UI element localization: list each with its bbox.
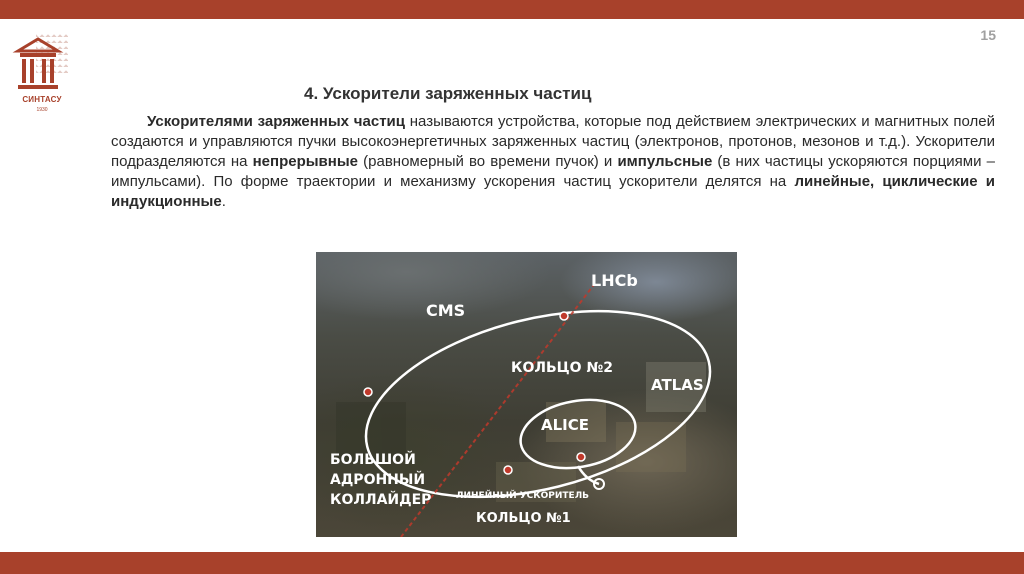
term-continuous: непрерывные: [252, 153, 358, 170]
logo-subcaption: 1930: [36, 107, 48, 113]
ring1-marker: [504, 466, 512, 474]
body-text-4: .: [221, 193, 226, 210]
body-paragraph: [111, 112, 995, 212]
logo-building-icon: [12, 29, 72, 95]
term-types: линейные, циклические и индукционные: [111, 173, 995, 210]
body-text-2: (равномерный во времени пучок) и: [357, 153, 618, 170]
label-big-1: БОЛЬШОЙ: [330, 452, 416, 468]
label-big-2: АДРОННЫЙ: [330, 472, 426, 488]
label-atlas: ATLAS: [651, 376, 704, 394]
university-logo: [12, 29, 72, 121]
top-accent-bar: [0, 0, 1024, 19]
body-text-1: называются устройства, которые под действием электрических и магнитных полей создаются и управляются пучки высокоэнергетичных заряженных частиц (электронов, протонов, мезонов и т.д.). Ускорители подразделяются на: [111, 113, 995, 170]
label-ring2: КОЛЬЦО №2: [511, 360, 613, 376]
lhc-aerial-photo: [316, 252, 737, 537]
bottom-accent-bar: [0, 552, 1024, 574]
slide-number: 15: [980, 27, 996, 43]
term-accelerators: Ускорителями заряженных частиц: [147, 113, 405, 130]
lhc-diagram-overlay: [316, 252, 737, 537]
cms-marker: [364, 388, 372, 396]
label-lhcb: LHCb: [591, 271, 638, 290]
slide-title: 4. Ускорители заряженных частиц: [304, 84, 592, 103]
lhcb-marker: [560, 312, 568, 320]
label-ring1: КОЛЬЦО №1: [476, 511, 571, 526]
body-text-3: (в них частицы ускоряются порциями – импульсами). По форме траектории и механизму ускорения частиц ускорители делятся на: [111, 153, 995, 190]
label-cms: CMS: [426, 301, 466, 320]
logo-caption: СИНТАСУ: [22, 95, 62, 104]
label-linac: ЛИНЕЙНЫЙ УСКОРИТЕЛЬ: [456, 491, 590, 501]
term-pulsed: импульсные: [617, 153, 713, 170]
label-alice: ALICE: [541, 416, 590, 434]
alice-marker: [577, 453, 585, 461]
label-big-3: КОЛЛАЙДЕР: [330, 492, 432, 508]
